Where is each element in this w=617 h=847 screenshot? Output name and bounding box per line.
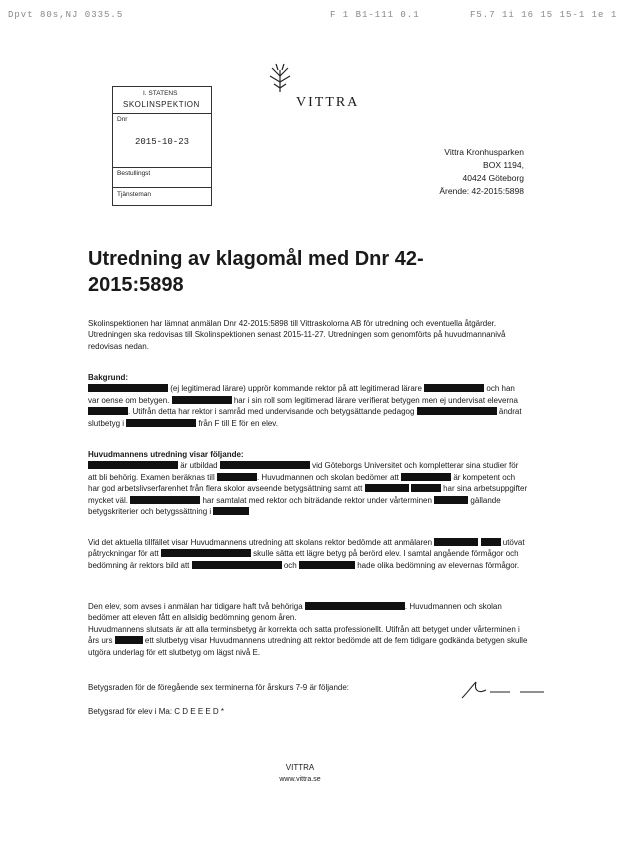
fax-header-left: Dpvt 80s,NJ 0335.5	[8, 10, 124, 20]
utredning-text: . Huvudmannen och skolan bedömer att	[256, 472, 399, 482]
paragraph-3-text: angående förmågor och bedömning är rektors bild att	[88, 549, 519, 570]
paragraph-4-text: bedömer att eleven fått en allsidig bedömning genom åren.	[88, 613, 297, 623]
address-line-2: BOX 1194,	[483, 160, 524, 170]
stamp-org-top: I. STATENS	[143, 90, 178, 97]
bakgrund-text: . Utifrån detta har rektor i samråd med undervisande och	[128, 407, 329, 417]
bakgrund-text: ej undervisat eleverna	[439, 395, 519, 405]
intro-text: Skolinspektionen har lämnat anmälan Dnr 42-2015:5898 till Vittraskolorna AB för utredning och eventuella åtgärder. Utredningen ska redovisas till Skolinspektionen senast 2015-11-27. Utredningen som genomförts på huvudmannanivå redovisas nedan.	[88, 319, 506, 351]
utredning-section	[88, 449, 528, 517]
stamp-field-2: Bestullingst	[117, 170, 151, 177]
redaction	[481, 538, 501, 546]
redaction	[305, 602, 405, 610]
redaction	[115, 636, 143, 644]
bakgrund-text: betygsättande pedagog	[330, 407, 415, 417]
bakgrund-text: och han var oense om betygen.	[88, 384, 515, 405]
logo-text: VITTRA	[296, 95, 360, 110]
redaction	[172, 396, 232, 404]
fax-header-middle: F 1 B1-111 0.1	[330, 10, 420, 20]
paragraph-4-text: ett slutbetyg visar Huvudmannens utredning att rektor bedömde att de	[144, 636, 393, 646]
redaction	[161, 549, 251, 557]
bakgrund-section	[88, 372, 528, 429]
paragraph-3-text: hade olika	[357, 560, 394, 570]
paragraph-4-text: fem tidigare godkända betygen skulle utgöra underlag för ett slutbetyg om lägst nivå E.	[88, 636, 528, 657]
redaction	[220, 461, 310, 469]
redaction	[213, 507, 249, 515]
redaction	[434, 538, 478, 546]
address-line-1: Vittra Kronhusparken	[444, 147, 524, 157]
bakgrund-text: ändrat slutbetyg i	[88, 407, 522, 428]
redaction	[365, 484, 409, 492]
utredning-text: att bli behörig. Examen beräknas till	[88, 472, 215, 482]
document-title: Utredning av klagomål med Dnr 42-2015:5898	[88, 248, 424, 296]
paragraph-3	[88, 537, 528, 571]
paragraph-6-text: Betygsrad för elev i Ma: C D E E E D *	[88, 707, 225, 716]
redaction	[88, 461, 178, 469]
footer-name: VITTRA	[285, 763, 315, 772]
signature-icon	[458, 678, 548, 704]
utredning-text: är kompetent och har god arbetslivserfarenhet från flera skolor avseende betygsättning samt att	[88, 472, 516, 494]
stamp-org: SKOLINSPEKTION	[123, 100, 200, 109]
paragraph-3-text: skulle sätta ett lägre betyg på berörd elev. I samtal	[253, 549, 432, 559]
address-line-3: 40424 Göteborg	[462, 173, 524, 183]
utredning-text: vid Göteborgs Universitet och kompletterar sina studier för	[312, 461, 519, 471]
paragraph-3-text: Vid det aktuella tillfället visar Huvudmannens utredning att skolans rektor bedömde att anmälaren	[88, 538, 433, 547]
utredning-text: har samtalat med rektor och biträdande	[202, 495, 343, 505]
paragraph-4-text: under vårterminen i års urs	[88, 624, 520, 646]
redaction	[401, 473, 451, 481]
paragraph-3-text: och	[283, 560, 297, 570]
footer	[260, 762, 340, 786]
footer-url: www.vittra.se	[279, 776, 321, 783]
utredning-text: gällande betygskriterier och betygssättning i	[88, 495, 501, 517]
paragraph-4-text: . Huvudmannen och skolan	[404, 602, 502, 611]
paragraph-5-text: Betygsraden för de föregående sex terminerna för årskurs 7-9 är följande:	[88, 683, 350, 692]
paragraph-3-text: bedömning av elevernas förmågor.	[395, 560, 520, 570]
bakgrund-text: från F till E för en elev.	[198, 418, 278, 428]
bakgrund-text: har i sin roll som legitimerad lärare verifierat betygen men	[233, 395, 438, 405]
fax-header-right: F5.7 1i 16 15 15-1 1e 1	[470, 10, 617, 20]
redaction	[88, 384, 168, 392]
paragraph-6	[88, 706, 528, 717]
utredning-heading: Huvudmannens utredning visar följande:	[88, 450, 244, 459]
address-block	[439, 146, 524, 198]
redaction	[411, 484, 441, 492]
redaction	[126, 419, 196, 427]
redaction	[417, 407, 497, 415]
paragraph-3-text: utövat påtryckningar för att	[88, 538, 525, 559]
redaction	[434, 496, 468, 504]
redaction	[424, 384, 484, 392]
stamp-dnr-label: Dnr	[117, 116, 128, 123]
paragraph-4	[88, 601, 528, 658]
paragraph-4-text: Huvudmannens slutsats är att alla terminsbetyg är korrekta och satta professionellt. Utifrån att betyget	[88, 624, 449, 634]
redaction	[192, 561, 282, 569]
paragraph-4-text: Den elev, som avses i anmälan har tidigare haft två behöriga	[88, 602, 303, 611]
redaction	[88, 407, 128, 415]
stamp-field-3: Tjänsteman	[117, 191, 151, 198]
utredning-text: är utbildad	[180, 461, 218, 471]
redaction	[130, 496, 200, 504]
utredning-text: rektor under vårterminen	[344, 495, 432, 505]
bakgrund-heading: Bakgrund:	[88, 373, 128, 382]
redaction	[217, 473, 257, 481]
address-line-4: Ärende: 42-2015:5898	[439, 186, 524, 196]
stamp-date: 2015-10-23	[135, 137, 190, 147]
utredning-text: har sina arbetsuppgifter mycket väl.	[88, 484, 528, 505]
intro-paragraph	[88, 318, 528, 352]
redaction	[299, 561, 355, 569]
receipt-stamp	[112, 86, 212, 206]
fax-header	[0, 10, 617, 24]
vittra-logo-icon	[266, 62, 376, 122]
bakgrund-text: (ej legitimerad lärare) upprör kommande rektor på att legitimerad lärare	[170, 384, 422, 394]
